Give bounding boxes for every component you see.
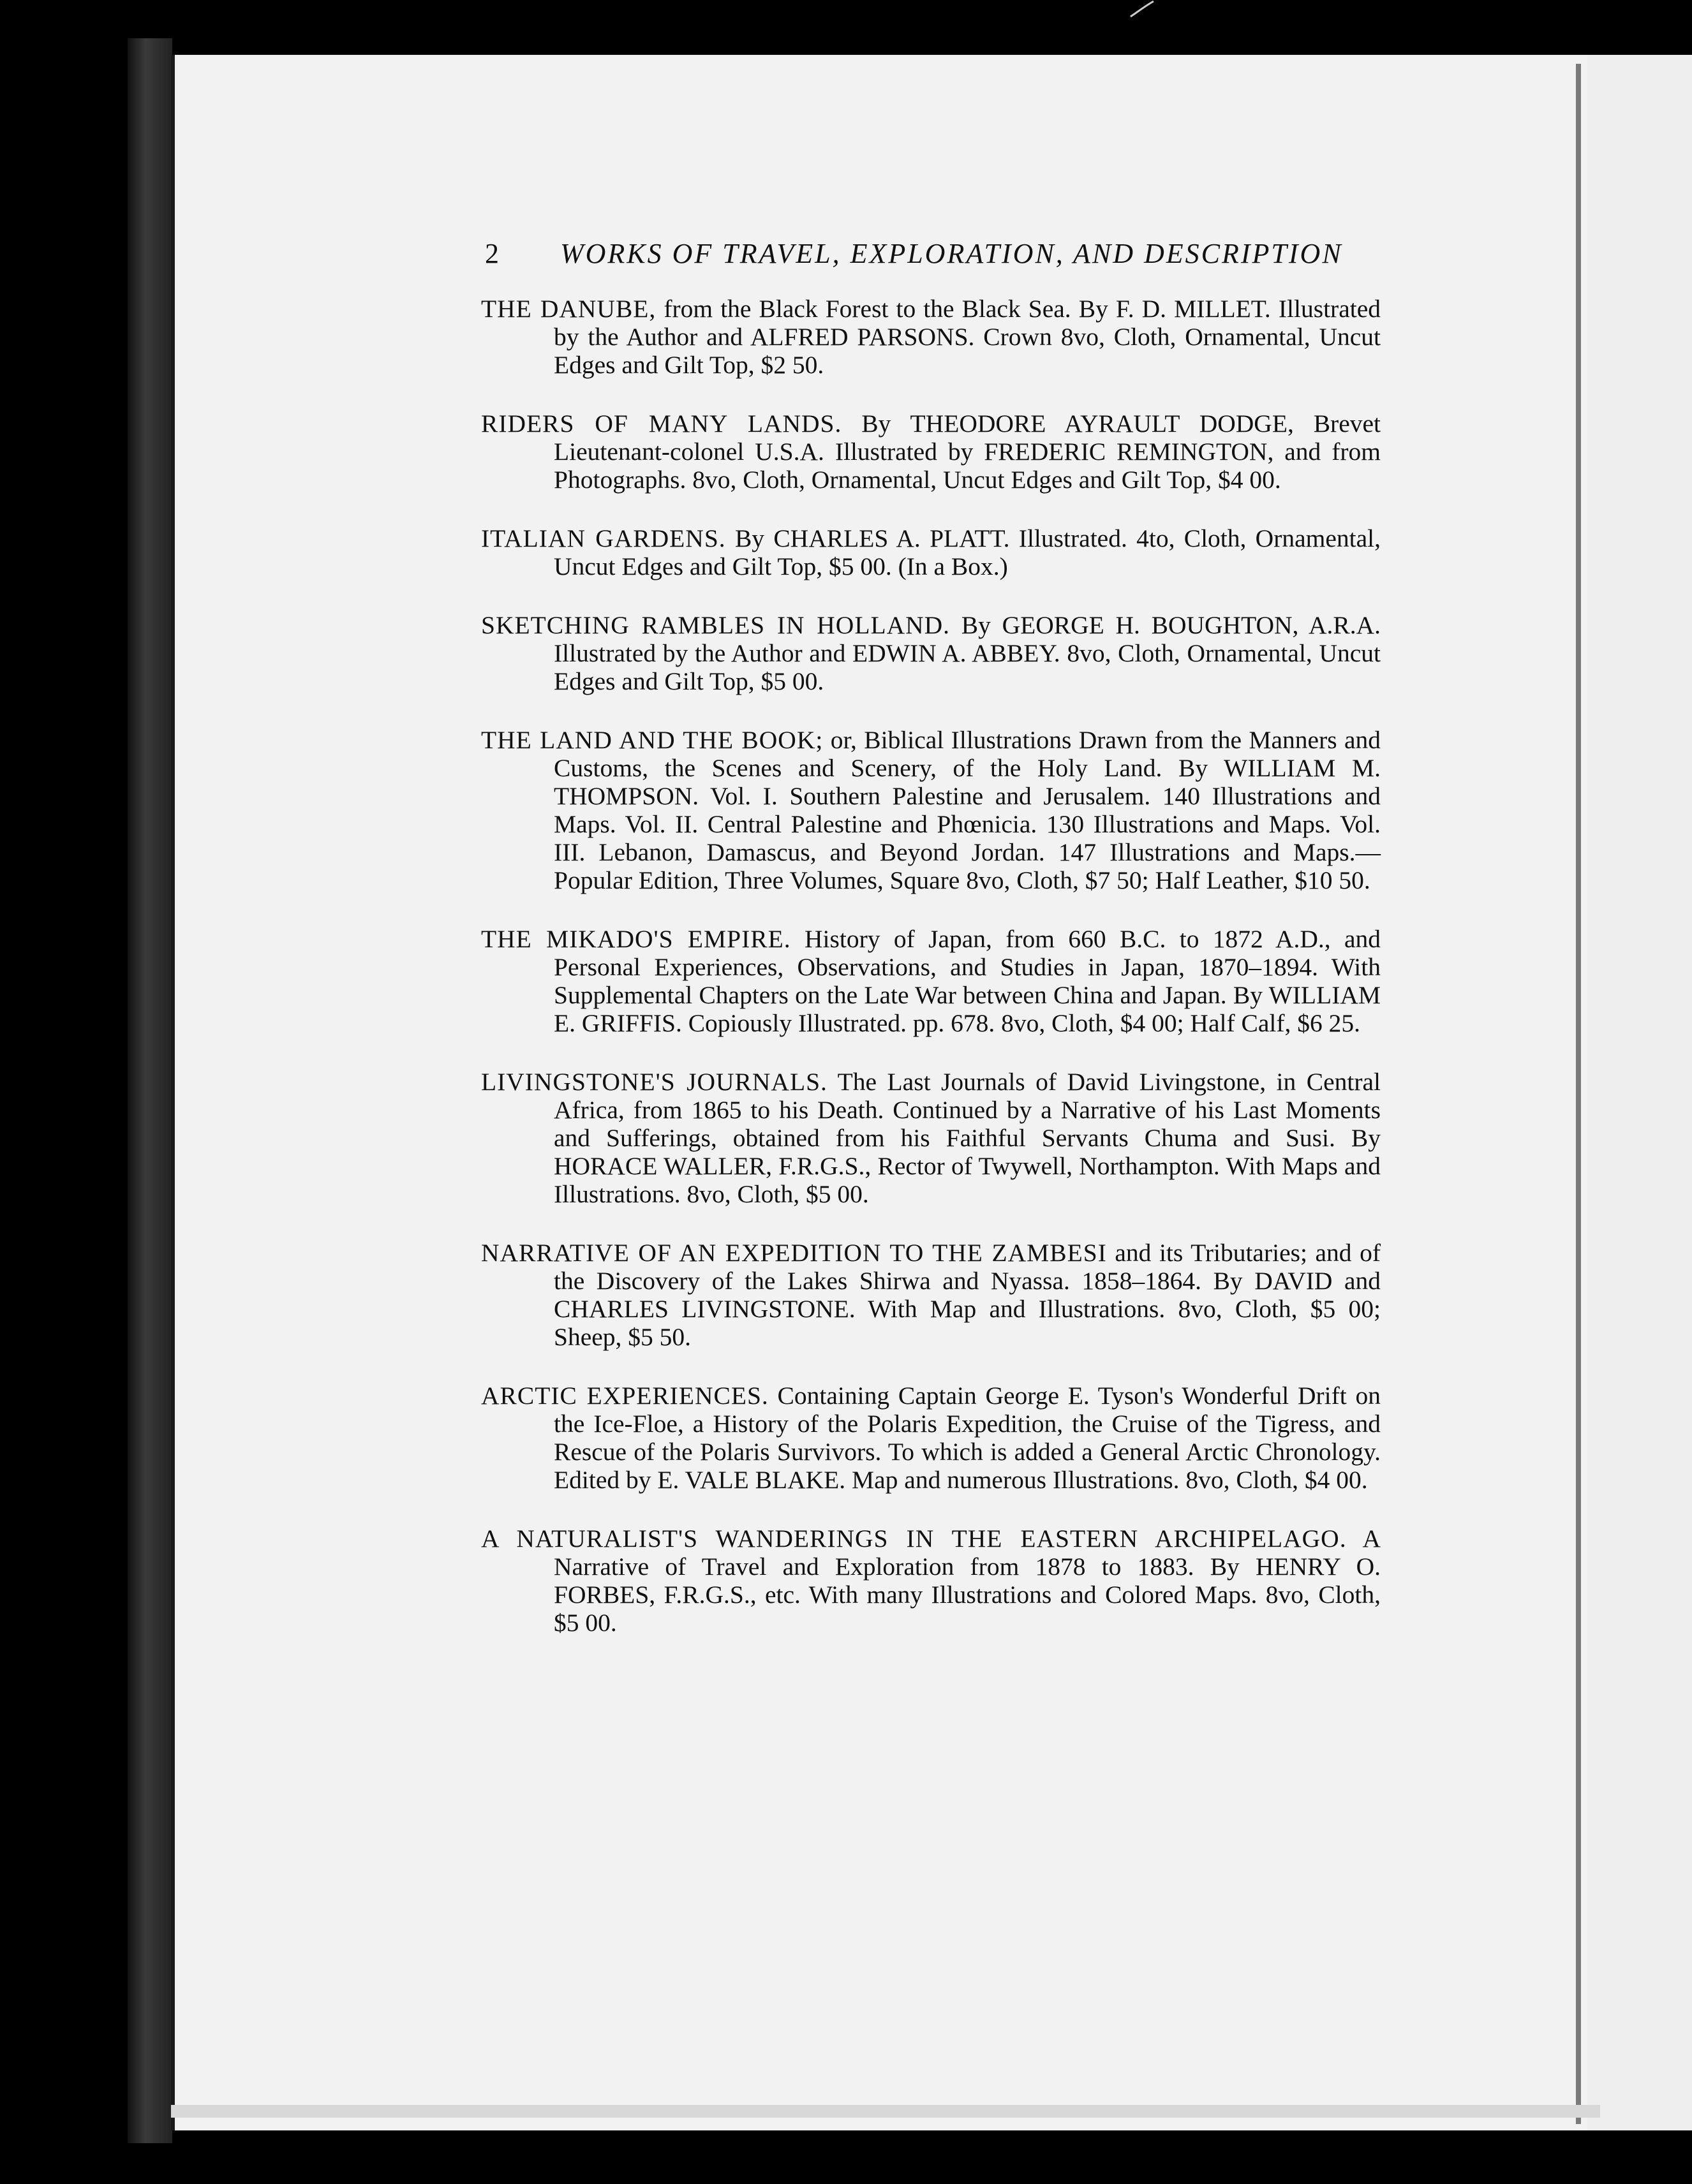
book-entry [481, 925, 1381, 1037]
book-title: THE DANUBE, [481, 295, 657, 323]
book-description: from the Black Forest to the Black Sea. By F. D. MILLET. Illustrated by the Author and ALFRED PARSONS. Crown 8vo, Cloth, Ornamental, Uncut Edges and Gilt Top, $2 50. [554, 295, 1381, 379]
book-description: History of Japan, from 660 B.C. to 1872 A.D., and Personal Experiences, Observations, and Studies in Japan, 1870–1894. With Supplemental Chapters on the Late War between China and Japan. By WILLIAM E. GRIFFIS. Copiously Illustrated. pp. 678. 8vo, Cloth, $4 00; Half Calf, $6 25. [554, 925, 1381, 1037]
book-title: THE LAND AND THE BOOK; [481, 726, 824, 754]
book-entry [481, 611, 1381, 695]
book-description: and its Tributaries; and of the Discovery of the Lakes Shirwa and Nyassa. 1858–1864. By DAVID and CHARLES LIVINGSTONE. With Map and Illustrations. 8vo, Cloth, $5 00; Sheep, $5 50. [554, 1239, 1381, 1351]
book-entry [481, 1068, 1381, 1208]
page-bottom-edge [171, 2105, 1600, 2118]
book-entry [481, 726, 1381, 894]
book-title: LIVINGSTONE'S JOURNALS. [481, 1068, 827, 1096]
book-description: or, Biblical Illustrations Drawn from the Manners and Customs, the Scenes and Scenery, of the Holy Land. By WILLIAM M. THOMPSON. Vol. I. Southern Palestine and Jerusalem. 140 Illustrations and Maps. Vol. II. Central Palestine and Phœnicia. 130 Illustrations and Maps. Vol. III. Lebanon, Damascus, and Beyond Jordan. 147 Illustrations and Maps.—Popular Edition, Three Volumes, Square 8vo, Cloth, $7 50; Half Leather, $10 50. [554, 726, 1381, 894]
book-title: SKETCHING RAMBLES IN HOLLAND. [481, 611, 951, 639]
facing-page-edge [1587, 55, 1692, 2130]
book-title: A NATURALIST'S WANDERINGS IN THE EASTERN ARCHIPELAGO. [481, 1524, 1347, 1553]
book-entry [481, 524, 1381, 580]
book-entry [481, 1382, 1381, 1494]
book-title: ITALIAN GARDENS. [481, 524, 726, 552]
book-description: The Last Journals of David Livingstone, in Central Africa, from 1865 to his Death. Continued by a Narrative of his Last Moments and Sufferings, obtained from his Faithful Servants Chuma and Susi. By HORACE WALLER, F.R.G.S., Rector of Twywell, Northampton. With Maps and Illustrations. 8vo, Cloth, $5 00. [554, 1068, 1381, 1208]
book-binding [128, 38, 172, 2143]
book-title: NARRATIVE OF AN EXPEDITION TO THE ZAMBESI [481, 1239, 1107, 1267]
book-list [481, 295, 1381, 1667]
book-title: RIDERS OF MANY LANDS. [481, 410, 842, 438]
page-number: 2 [485, 238, 499, 269]
book-description: By GEORGE H. BOUGHTON, A.R.A. Illustrated by the Author and EDWIN A. ABBEY. 8vo, Cloth, Ornamental, Uncut Edges and Gilt Top, $5 00. [554, 611, 1381, 695]
book-entry [481, 1239, 1381, 1351]
book-entry [481, 295, 1381, 379]
book-entry [481, 410, 1381, 494]
running-title: WORKS OF TRAVEL, EXPLORATION, AND DESCRIPTION [560, 238, 1343, 269]
book-description: By CHARLES A. PLATT. Illustrated. 4to, Cloth, Ornamental, Uncut Edges and Gilt Top, $5 00. (In a Box.) [554, 524, 1381, 580]
book-description: A Narrative of Travel and Exploration from 1878 to 1883. By HENRY O. FORBES, F.R.G.S., etc. With many Illustrations and Colored Maps. 8vo, Cloth, $5 00. [554, 1524, 1381, 1637]
book-title: ARCTIC EXPERIENCES. [481, 1382, 769, 1410]
book-description: Containing Captain George E. Tyson's Wonderful Drift on the Ice-Floe, a History of the Polaris Expedition, the Cruise of the Tigress, and Rescue of the Polaris Survivors. To which is added a General Arctic Chronology. Edited by E. VALE BLAKE. Map and numerous Illustrations. 8vo, Cloth, $4 00. [554, 1382, 1381, 1494]
book-title: THE MIKADO'S EMPIRE. [481, 925, 791, 953]
book-description: By THEODORE AYRAULT DODGE, Brevet Lieutenant-colonel U.S.A. Illustrated by FREDERIC REMINGTON, and from Photographs. 8vo, Cloth, Ornamental, Uncut Edges and Gilt Top, $4 00. [554, 410, 1381, 494]
scan-mark [1129, 0, 1155, 19]
book-entry [481, 1524, 1381, 1637]
page-fold-shadow [1576, 64, 1581, 2124]
